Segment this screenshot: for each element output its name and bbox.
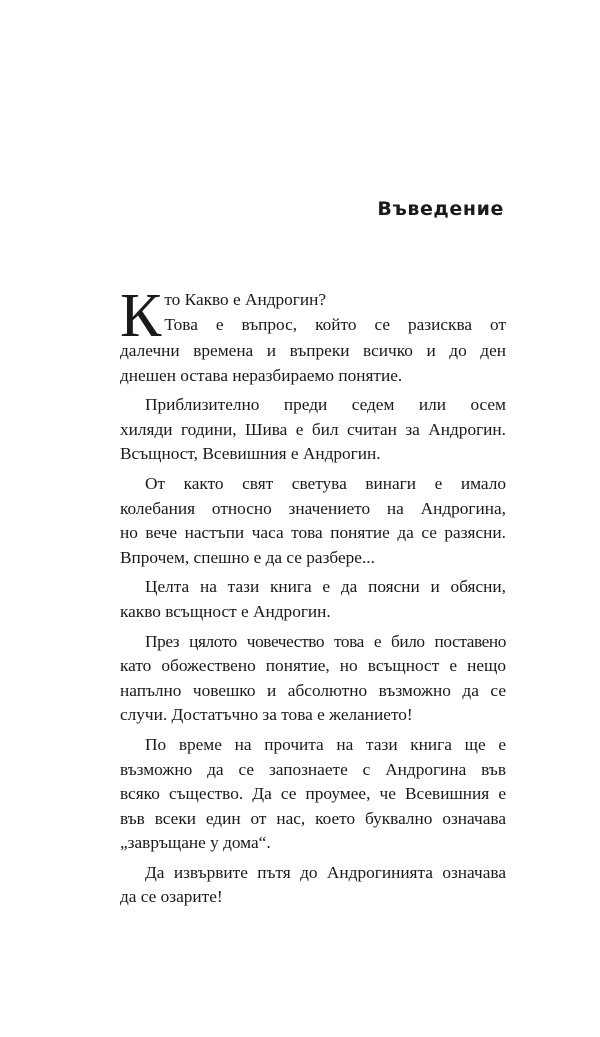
drop-cap: К <box>120 282 162 350</box>
text-line: Да извървите пътя до Андрогинията означава <box>145 862 506 882</box>
text-line: то Какво е Андрогин? <box>164 290 327 309</box>
chapter-title: Въведение <box>377 198 504 220</box>
paragraph <box>120 630 506 728</box>
paragraph-opening <box>120 282 506 350</box>
text-line: колебания относно значението на Андрогина, <box>120 498 506 518</box>
paragraph <box>120 339 506 388</box>
paragraph <box>120 472 506 570</box>
text-line: Впрочем, спешно е да се разбере... <box>120 547 375 567</box>
text-line: всяко същество. Да се проумее, че Всевишния е <box>120 784 506 804</box>
text-line: във всеки един от нас, което буквално означава <box>120 808 506 828</box>
text-line: какво всъщност е Андрогин. <box>120 601 331 621</box>
text-line: като обожествено понятие, но всъщност е нещо <box>120 656 506 676</box>
text-line: случи. Достатъчно за това е желанието! <box>120 705 413 725</box>
text-line: днешен остава неразбираемо понятие. <box>120 365 403 385</box>
text-line: Целта на тази книга е да поясни и обясни, <box>145 577 506 597</box>
text-line: Това е въпрос, който се разисква от <box>164 314 506 334</box>
text-line: От както свят светува винаги е имало <box>145 473 506 493</box>
paragraph <box>120 393 506 467</box>
paragraph <box>120 575 506 624</box>
text-line: През цялото човечество това е било поставено <box>145 631 506 651</box>
text-line: да се озарите! <box>120 887 223 907</box>
text-line: По време на прочита на тази книга ще е <box>145 734 506 754</box>
paragraph <box>120 733 506 856</box>
text-line: Приблизително преди седем или осем <box>145 395 506 415</box>
text-line: Всъщност, Всевишния е Андрогин. <box>120 444 381 464</box>
text-line: „завръщане у дома“. <box>120 833 271 853</box>
text-line: напълно човешко и абсолютно възможно да се <box>120 680 506 700</box>
paragraph <box>120 861 506 910</box>
chapter-body <box>120 282 506 915</box>
text-line: но вече настъпи часа това понятие да се разясни. <box>120 523 506 543</box>
text-line: възможно да се запознаете с Андрогина във <box>120 759 506 779</box>
text-line: хиляди години, Шива е бил считан за Андрогин. <box>120 419 506 439</box>
text-line: далечни времена и въпреки всичко и до ден <box>120 341 506 360</box>
